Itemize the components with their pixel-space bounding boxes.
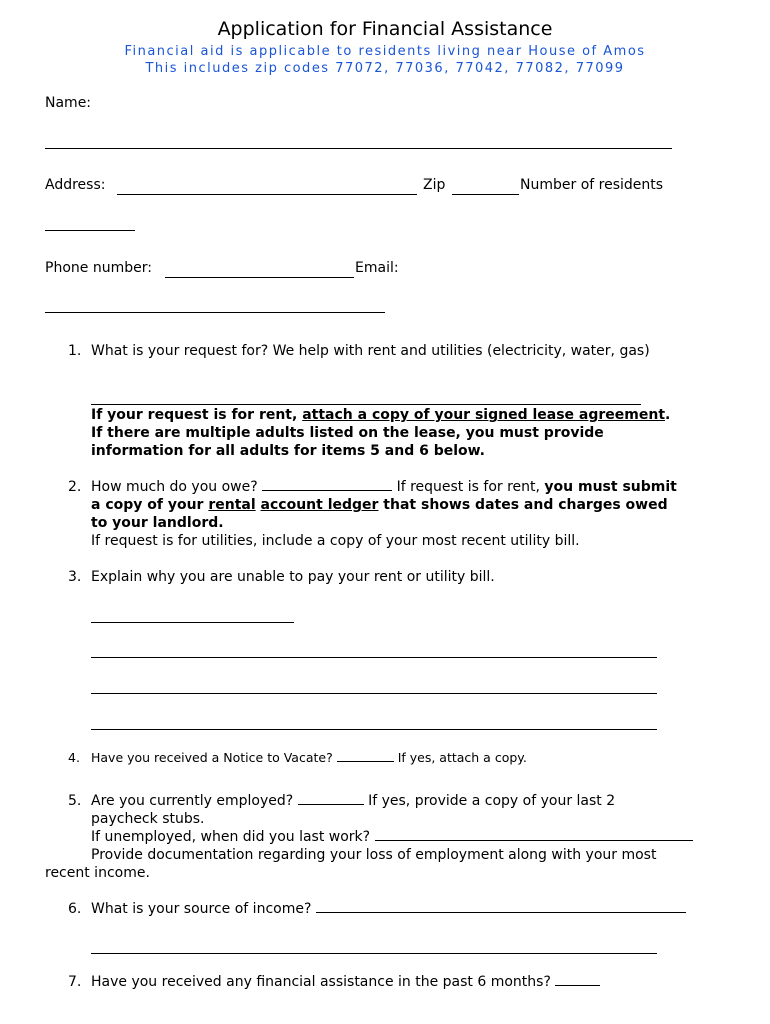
q2-ledger-note: a copy of your rental account ledger that shows dates and charges owed [91,497,668,513]
residents-label: Number of residents [520,177,664,193]
q2-ledger-note-line2: to your landlord. [91,515,224,531]
q2-utility-note: If request is for utilities, include a copy of your most recent utility bill. [91,533,580,549]
q3-answer-line-1[interactable] [91,622,294,623]
last-worked-field[interactable] [375,828,693,841]
email-label: Email: [355,260,399,276]
account-ledger-text: account ledger [260,497,379,513]
name-field[interactable] [45,148,672,149]
q6-number: 6. [68,901,82,917]
q4-number: 4. [68,750,80,765]
q1-number: 1. [68,343,82,359]
form-title: Application for Financial Assistance [217,18,553,40]
q1-question: What is your request for? We help with rent and utilities (electricity, water, gas) [91,343,650,359]
q2-question: How much do you owe? If request is for rent, you must submit [91,479,677,495]
zip-field[interactable] [452,194,519,195]
q1-lease-note-line2: If there are multiple adults listed on the lease, you must provide [91,425,604,441]
q1-lease-note: If your request is for rent, attach a copy of your signed lease agreement. [91,407,671,423]
q5-question: Are you currently employed? If yes, provide a copy of your last 2 [91,793,616,809]
q3-answer-line-3[interactable] [91,693,657,694]
q1-lease-note-line3: information for all adults for items 5 and 6 below. [91,443,486,459]
q5-paycheck-note: paycheck stubs. [91,811,205,827]
q7-number: 7. [68,974,82,990]
form-subtitle-eligibility: Financial aid is applicable to residents living near House of Amos [124,44,646,59]
phone-label: Phone number: [45,260,152,276]
address-field[interactable] [117,194,417,195]
address-label: Address: [45,177,106,193]
q6-answer-line-2[interactable] [91,953,657,954]
q5-documentation-note: Provide documentation regarding your loss of employment along with your most [91,847,657,863]
q1-answer-field[interactable] [91,404,641,405]
q3-number: 3. [68,569,82,585]
email-field[interactable] [45,312,385,313]
q6-question: What is your source of income? [91,900,686,918]
name-label: Name: [45,95,92,111]
form-subtitle-zipcodes: This includes zip codes 77072, 77036, 77042, 77082, 77099 [145,61,625,76]
zip-label: Zip [423,177,446,193]
financial-assistance-field[interactable] [555,973,600,986]
q4-question: Have you received a Notice to Vacate? If yes, attach a copy. [91,750,527,765]
q7-question: Have you received any financial assistance in the past 6 months? [91,973,600,991]
q5-number: 5. [68,793,82,809]
residents-field[interactable] [45,230,135,231]
phone-field[interactable] [165,277,354,278]
employed-field[interactable] [298,792,364,805]
q3-question: Explain why you are unable to pay your rent or utility bill. [91,569,495,585]
q5-unemployed-question: If unemployed, when did you last work? [91,828,693,846]
q5-documentation-note-cont: recent income. [45,865,150,881]
rental-text: rental [208,497,256,513]
income-source-field[interactable] [316,900,686,913]
q3-answer-line-2[interactable] [91,657,657,658]
amount-owed-field[interactable] [262,478,392,491]
q3-answer-line-4[interactable] [91,729,657,730]
lease-agreement-text: attach a copy of your signed lease agreement [302,407,666,423]
notice-to-vacate-field[interactable] [337,749,394,762]
q2-number: 2. [68,479,82,495]
